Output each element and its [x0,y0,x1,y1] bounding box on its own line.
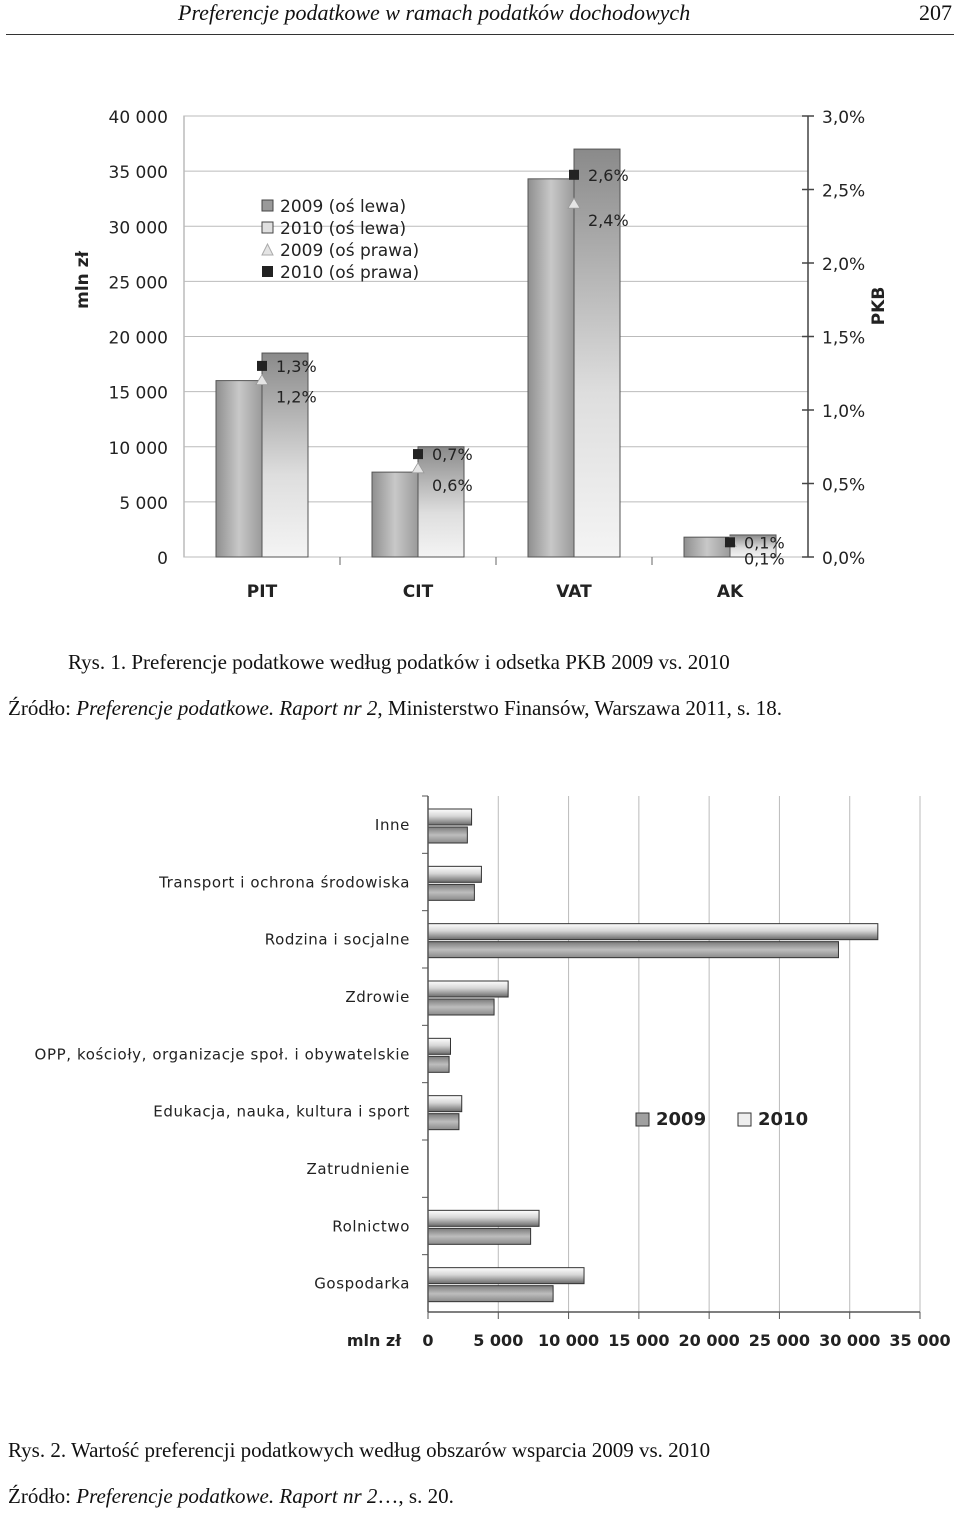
data-label-2009-prawa: 2,4% [588,211,629,231]
x-tick-label: CIT [402,582,434,602]
bar-2010 [428,866,481,882]
legend-swatch-2009 [636,1113,649,1126]
y-tick-label: 10 000 [108,438,168,459]
source-title: Preferencje podatkowe. Raport nr 2 [76,1484,378,1508]
legend-swatch-2010 [738,1113,751,1126]
y-tick-label: Gospodarka [314,1274,410,1293]
source-rest: , Ministerstwo Finansów, Warszawa 2011, s. 18. [377,696,783,720]
data-label-2009-prawa: 0,6% [432,475,473,495]
y-tick-label: Transport i ochrona środowiska [159,873,410,892]
x-tick-label: 15 000 [608,1331,670,1350]
bar-2009 [428,1114,459,1130]
y-tick-label: 20 000 [108,328,168,349]
y-tick-label: Inne [374,816,410,834]
legend-label: 2010 (oś prawa) [280,263,420,283]
bar-2009 [428,942,838,958]
y-tick-label: 30 000 [108,218,168,239]
y-tick-label: 5 000 [119,493,168,514]
bar-2010 [428,809,472,825]
figure-2-source [8,1484,454,1509]
data-label-2010-prawa: 0,1% [744,533,785,553]
y-tick-label: Rolnictwo [332,1217,410,1236]
x-tick-label: 10 000 [537,1331,600,1350]
x-axis-label: mln zł [346,1331,402,1350]
x-tick-label: 0 [422,1331,434,1350]
legend-label: 2010 (oś lewa) [280,219,407,239]
y-tick-label: Edukacja, nauka, kultura i sport [153,1102,410,1121]
y2-tick-label: 1,0% [822,402,866,422]
y2-tick-label: 0,0% [822,549,866,569]
bar-2010 [428,924,878,940]
y-tick-label: OPP, kościoły, organizacje społ. i obywatelskie [34,1045,410,1064]
running-title: Preferencje podatkowe w ramach podatków dochodowych [178,0,691,25]
y2-tick-label: 1,5% [822,328,866,349]
data-label-2010-prawa: 2,6% [588,165,629,185]
x-tick-label: 30 000 [819,1331,881,1350]
data-label-2010-prawa: 0,7% [432,445,473,465]
y2-tick-label: 2,0% [822,255,866,275]
figure-1-caption: Rys. 1. Preferencje podatkowe według podatków i odsetka PKB 2009 vs. 2010 [68,650,730,674]
bar-2010 [428,1096,462,1112]
figure-2-caption: Rys. 2. Wartość preferencji podatkowych według obszarów wsparcia 2009 vs. 2010 [8,1438,711,1462]
bar-2009 [428,884,474,900]
bar-2010 [428,1210,539,1226]
x-tick-label: 35 000 [889,1331,951,1350]
page-number: 207 [919,0,952,25]
y-tick-label: 40 000 [108,108,168,128]
bar-2010 [428,1268,584,1284]
legend-label: 2009 [656,1109,707,1130]
bar-2010 [428,981,508,997]
y2-tick-label: 3,0% [822,108,866,128]
x-tick-label: 5 000 [473,1331,524,1350]
y-tick-label: 15 000 [108,383,168,404]
y-axis-label: mln zł [73,251,93,309]
bar-2009 [428,999,494,1015]
bar-2009 [428,1228,531,1244]
data-label-2009-prawa: 0,1% [744,549,785,569]
legend-label: 2009 (oś prawa) [280,241,420,261]
y2-axis-label: PKB [869,286,889,326]
bar-2010 [428,1038,450,1054]
bar-2009 [428,1056,449,1072]
x-tick-label: 20 000 [678,1331,740,1350]
source-rest: …, s. 20. [377,1484,454,1508]
legend-label: 2010 [758,1109,809,1130]
legend-label: 2009 (oś lewa) [280,197,407,217]
y2-tick-label: 2,5% [822,181,866,202]
source-title: Preferencje podatkowe. Raport nr 2 [76,696,378,720]
y-tick-label: Zatrudnienie [306,1160,410,1178]
bar-2009 [428,1286,553,1302]
x-tick-label: 25 000 [748,1331,811,1350]
y-tick-label: 0 [157,549,168,569]
y-tick-label: Rodzina i socjalne [264,930,410,949]
x-tick-label: PIT [246,582,278,602]
data-label-2009-prawa: 1,2% [276,387,317,407]
bar-2009 [428,827,467,843]
source-prefix: Źródło: [8,696,77,720]
y-tick-label: 25 000 [108,273,168,294]
source-prefix: Źródło: [8,1484,77,1508]
x-tick-label: VAT [556,582,592,602]
x-tick-label: AK [716,582,744,602]
y-tick-label: 35 000 [108,163,168,184]
data-label-2010-prawa: 1,3% [276,356,317,376]
y-tick-label: Zdrowie [345,988,410,1006]
y2-tick-label: 0,5% [822,475,866,496]
